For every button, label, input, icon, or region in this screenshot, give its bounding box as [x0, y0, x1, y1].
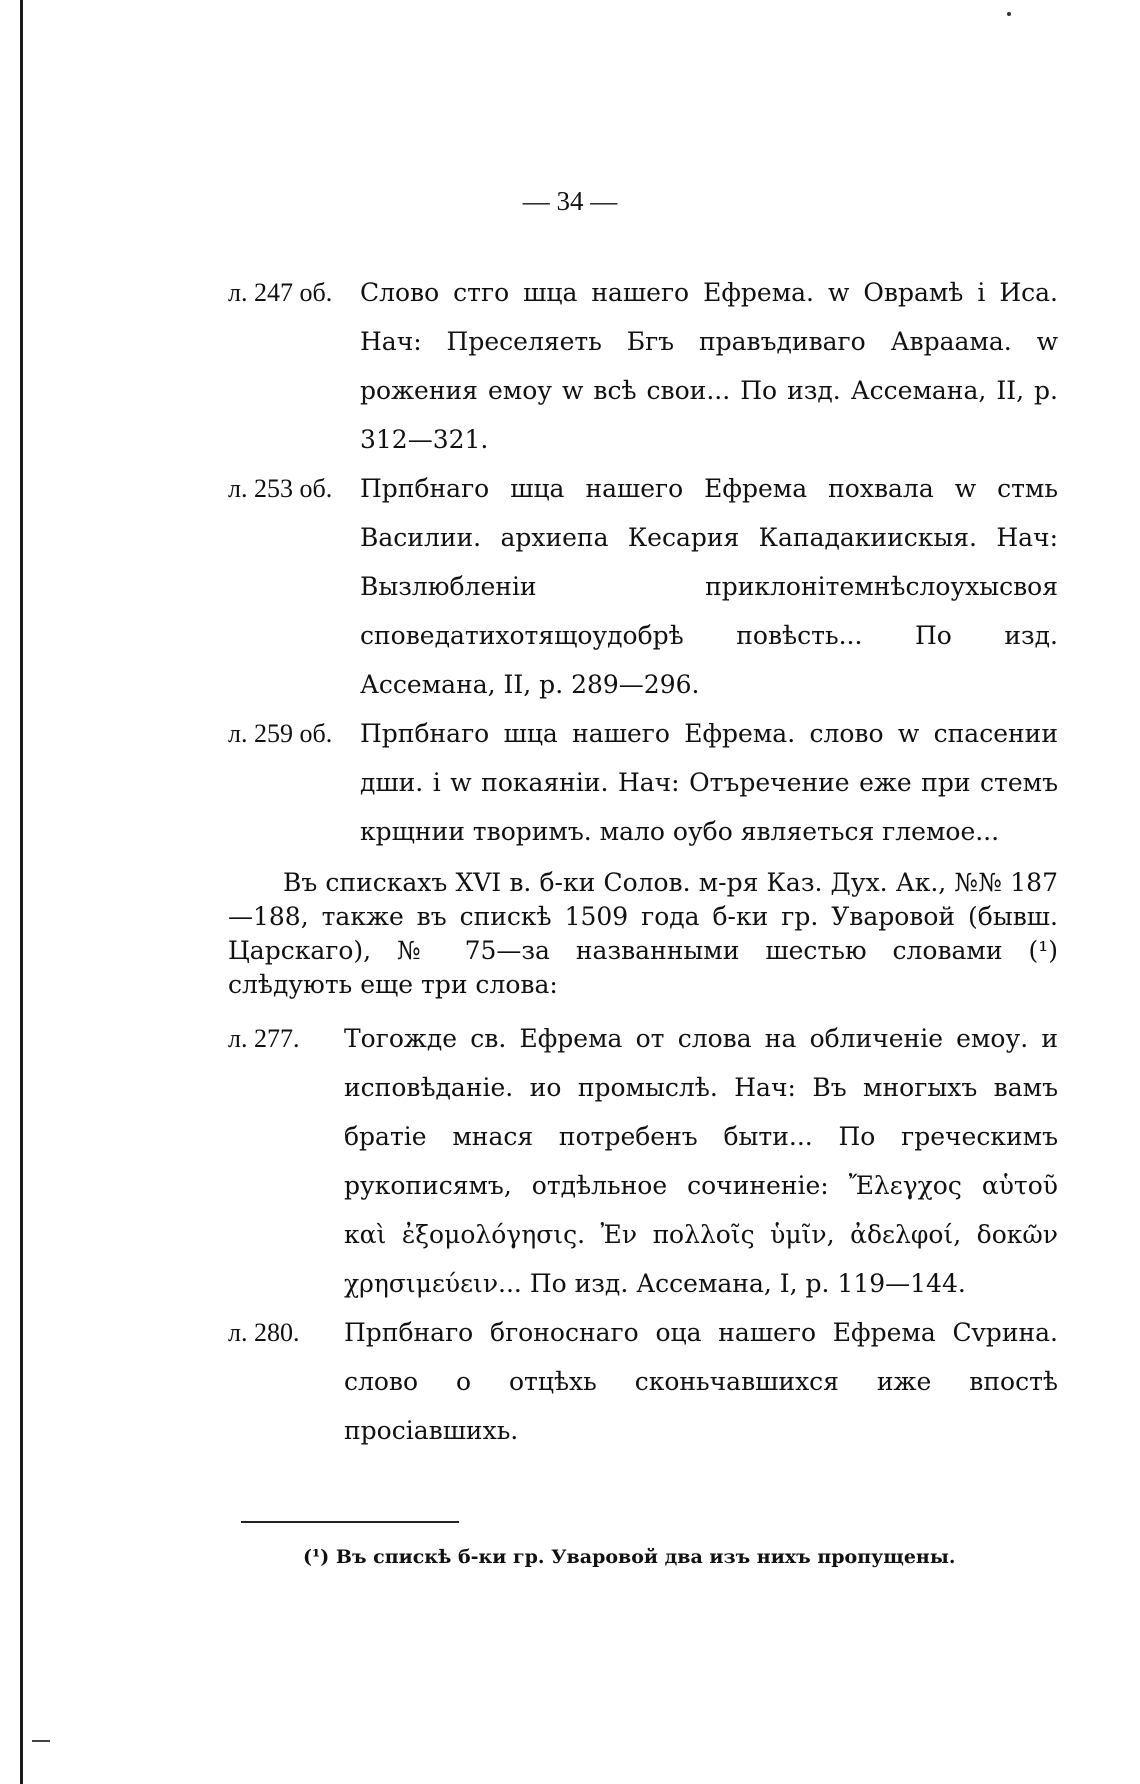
folio-label: л. 253 об. [228, 474, 333, 503]
lists-paragraph: Въ спискахъ XVI в. б-ки Солов. м-ря Каз. Дух. Ак., №№ 187—188, также въ спискѣ 1509 года б-ки гр. Уваровой (бывш. Царскаго), № 75—за названными шестью словами (¹) слѣдують еще три слова: [228, 868, 1058, 999]
spacer [228, 1002, 1058, 1014]
entry-277 [228, 1014, 1058, 1308]
scan-speck [1007, 12, 1011, 16]
entry-253 [228, 464, 1058, 709]
entry-text: Слово стго шца нашего Ефрема. w Оврамѣ і Иса. Нач: Преселяеть Бгъ правъдиваго Авраама. w рожения емоу w всѣ свои... По изд. Ассемана, II, р. 312—321. [360, 278, 1058, 454]
entry-text: Прпбнаго шца нашего Ефрема похвала w стмь Василии. архиепа Кесария Кападакиискыя. Нач: Вызлюбленіи приклонітемнѣслоухысвоя споведатихотящоудобрѣ повѣсть... По изд. Ассемана, II, р. 289—296. [360, 474, 1058, 699]
folio-label: л. 280. [228, 1318, 300, 1347]
entry-259 [228, 709, 1058, 856]
entry-text: Прпбнаго шца нашего Ефрема. слово w спасении дши. і w покаяніи. Нач: Отъречение еже при стемъ крщнии творимъ. мало оубо являеться глемое... [360, 719, 1058, 846]
folio-label: л. 277. [228, 1024, 300, 1053]
margin-mark [32, 1740, 50, 1742]
footnote: (¹) Въ спискѣ б-ки гр. Уваровой два изъ нихъ пропущены. [303, 1546, 956, 1568]
footnote-rule [241, 1521, 459, 1523]
entry-text: Тогожде св. Ефрема от слова на обличеніе емоу. и исповѣданіе. ио промыслѣ. Нач: Въ многыхъ вамъ братіе мнася потребенъ быти... По греческимъ рукописямъ, отдѣльное сочиненіе: Ἔλεγχος αὑτοῦ καὶ ἐξομολόγησις. Ἐν πολλοῖς ὑμῖν, ἀδελφοί, δοκῶν χρησιμεύειν... По изд. Ассемана, I, р. 119—144. [344, 1024, 1058, 1298]
entry-247 [228, 268, 1058, 464]
folio-label: л. 247 об. [228, 278, 333, 307]
page-content [228, 268, 1058, 1455]
binding-edge-line [20, 0, 23, 1784]
entry-text: Прпбнаго бгоноснаго оца нашего Ефрема Сvрина. слово о отцѣхь сконьчавшихся иже впостѣ просіавшихь. [344, 1318, 1058, 1445]
page-number: — 34 — [522, 186, 618, 216]
entry-280 [228, 1308, 1058, 1455]
folio-label: л. 259 об. [228, 719, 333, 748]
